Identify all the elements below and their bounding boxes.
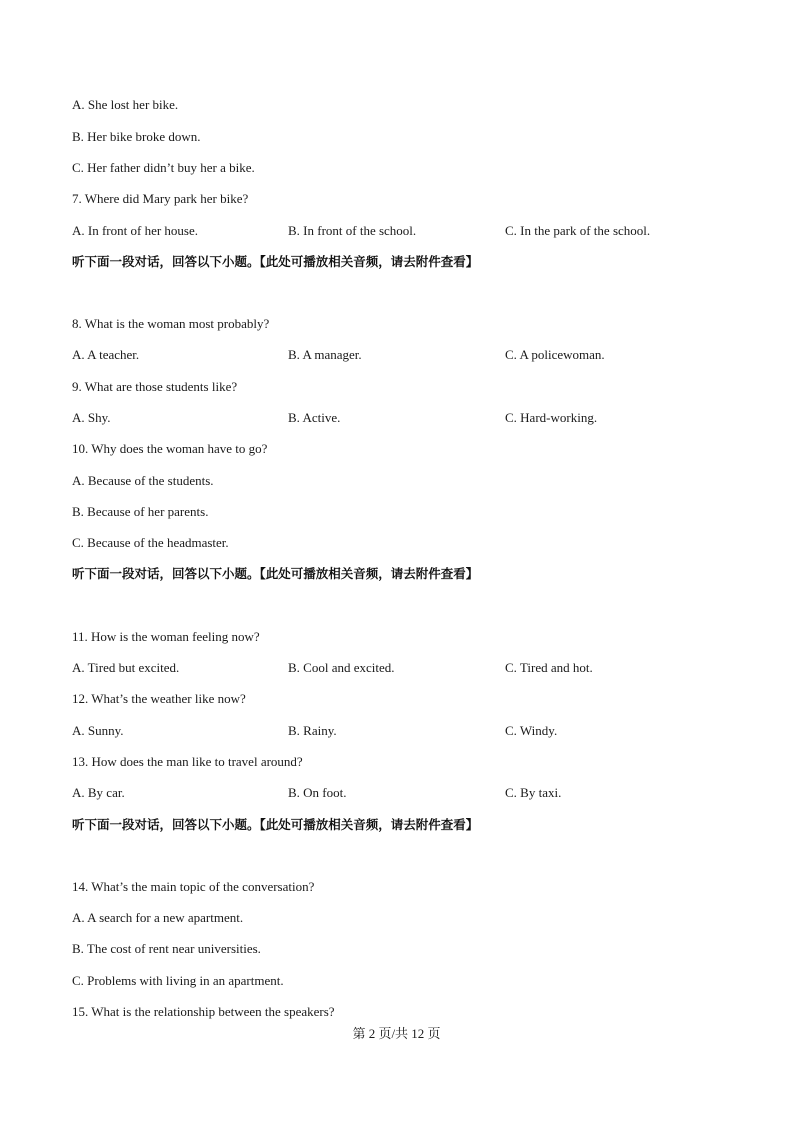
q10-option-a: A. Because of the students.: [72, 473, 214, 488]
q14-option-c: C. Problems with living in an apartment.: [72, 973, 284, 988]
section-instruction: 听下面一段对话，回答以下小题。【此处可播放相关音频，请去附件查看】: [72, 254, 479, 269]
q7-option-c: C. In the park of the school.: [505, 223, 651, 238]
q12-question: 12. What’s the weather like now?: [72, 691, 246, 706]
q9-option-a: A. Shy.: [72, 410, 111, 425]
q8-option-c: C. A policewoman.: [505, 347, 605, 362]
q8-question: 8. What is the woman most probably?: [72, 316, 270, 331]
q9-question: 9. What are those students like?: [72, 379, 238, 394]
section-instruction: 听下面一段对话，回答以下小题。【此处可播放相关音频，请去附件查看】: [72, 566, 479, 581]
q12-option-c: C. Windy.: [505, 723, 558, 738]
q14-option-b: B. The cost of rent near universities.: [72, 941, 261, 956]
q8-option-a: A. A teacher.: [72, 347, 140, 362]
q6-option-a: A. She lost her bike.: [72, 97, 179, 112]
q7-question: 7. Where did Mary park her bike?: [72, 191, 249, 206]
q14-option-a: A. A search for a new apartment.: [72, 910, 244, 925]
q7-option-b: B. In front of the school.: [288, 223, 417, 238]
q10-option-b: B. Because of her parents.: [72, 504, 209, 519]
q12-option-b: B. Rainy.: [288, 723, 337, 738]
q13-option-c: C. By taxi.: [505, 785, 562, 800]
q13-option-b: B. On foot.: [288, 785, 347, 800]
q14-question: 14. What’s the main topic of the conversation?: [72, 879, 315, 894]
q11-option-c: C. Tired and hot.: [505, 660, 593, 675]
q10-question: 10. Why does the woman have to go?: [72, 441, 268, 456]
q13-question: 13. How does the man like to travel around?: [72, 754, 303, 769]
q12-option-a: A. Sunny.: [72, 723, 124, 738]
page-number-footer: 第 2 页/共 12 页: [352, 1026, 441, 1041]
q10-option-c: C. Because of the headmaster.: [72, 535, 229, 550]
q11-option-b: B. Cool and excited.: [288, 660, 395, 675]
q11-option-a: A. Tired but excited.: [72, 660, 180, 675]
q9-option-c: C. Hard-working.: [505, 410, 598, 425]
q9-option-b: B. Active.: [288, 410, 341, 425]
q8-option-b: B. A manager.: [288, 347, 362, 362]
q11-question: 11. How is the woman feeling now?: [72, 629, 260, 644]
q6-option-b: B. Her bike broke down.: [72, 129, 201, 144]
q6-option-c: C. Her father didn’t buy her a bike.: [72, 160, 255, 175]
section-instruction: 听下面一段对话，回答以下小题。【此处可播放相关音频，请去附件查看】: [72, 817, 479, 832]
q13-option-a: A. By car.: [72, 785, 125, 800]
q7-option-a: A. In front of her house.: [72, 223, 198, 238]
q15-question: 15. What is the relationship between the speakers?: [72, 1004, 335, 1019]
